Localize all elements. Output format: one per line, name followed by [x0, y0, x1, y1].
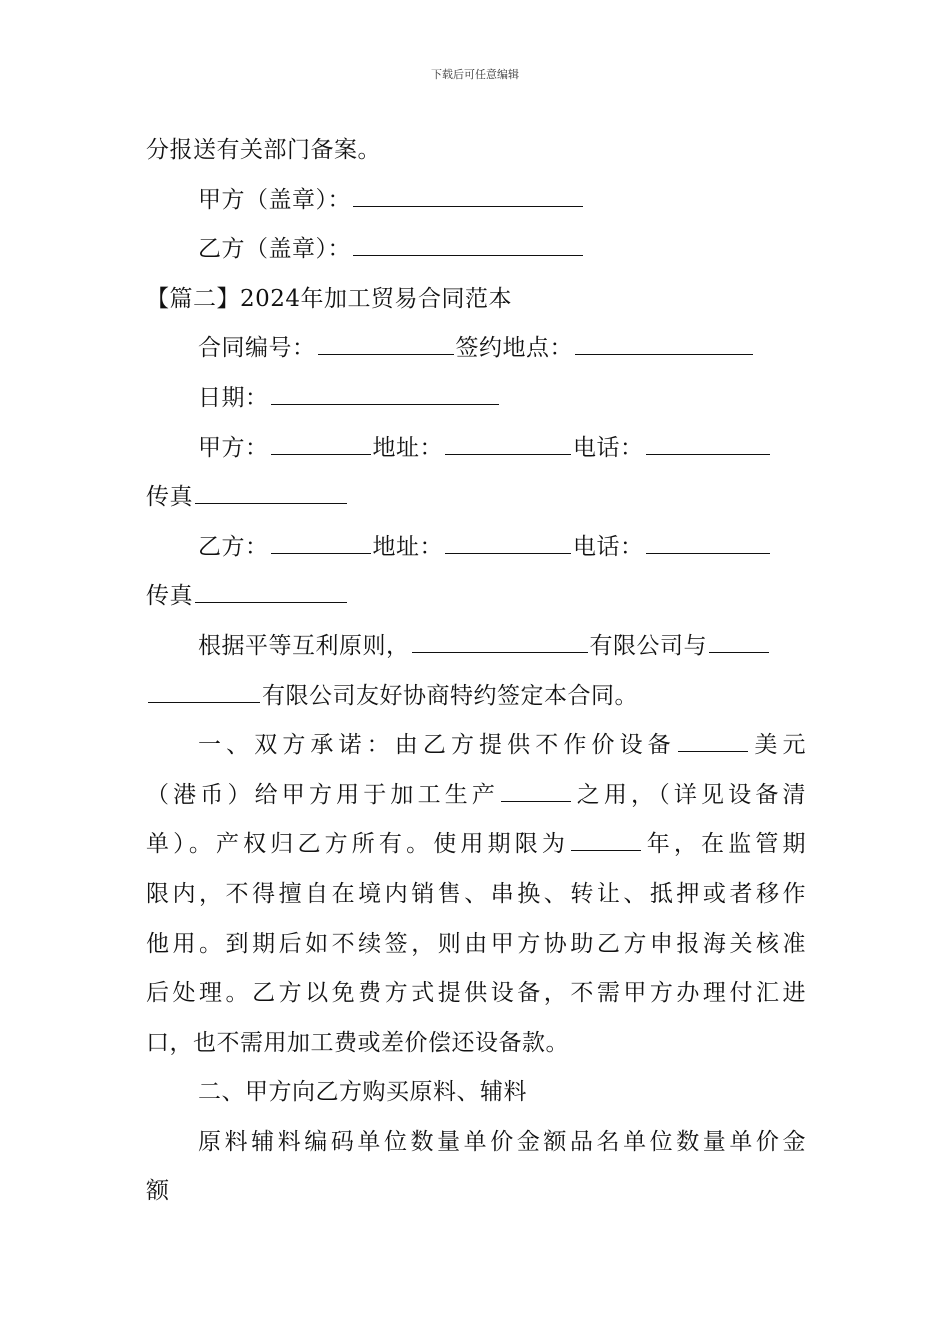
text-segment: 后处理。乙方以免费方式提供设备，不需甲方办理付汇进: [146, 980, 806, 1007]
text-line: [146, 275, 806, 325]
fill-in-blank: [412, 651, 588, 653]
text-line: [146, 126, 806, 176]
text-segment: 口，也不需用加工费或差价偿还设备款。: [146, 1029, 569, 1056]
text-segment: 地址：: [372, 533, 443, 560]
fill-in-blank: [575, 353, 753, 355]
text-segment: 甲方（盖章）：: [198, 186, 351, 213]
text-segment: 日期：: [198, 384, 269, 411]
text-segment: 签约地点：: [455, 335, 573, 362]
text-segment: 电话：: [573, 434, 644, 461]
text-segment: 限内，不得擅自在境内销售、串换、转让、抵押或者移作: [146, 880, 806, 907]
fill-in-blank: [271, 403, 499, 405]
text-segment: 电话：: [573, 533, 644, 560]
text-line: [146, 622, 806, 672]
text-segment: 原料辅料编码单位数量单价金额品名单位数量单价金: [198, 1128, 806, 1155]
text-segment: 单）。产权归乙方所有。使用期限为: [146, 831, 570, 858]
fill-in-blank: [195, 601, 347, 603]
text-line: [146, 473, 806, 523]
fill-in-blank: [148, 701, 260, 703]
text-line: [146, 1019, 806, 1069]
text-segment: 二、甲方向乙方购买原料、辅料: [198, 1079, 527, 1106]
text-line: [146, 771, 806, 821]
text-segment: 之用，（详见设备清: [573, 781, 807, 808]
text-segment: 传真: [146, 484, 193, 511]
text-line: [146, 572, 806, 622]
text-line: [146, 672, 806, 722]
text-segment: 分报送有关部门备案。: [146, 137, 381, 163]
text-segment: 年，在监管期: [643, 831, 807, 858]
text-line: [146, 1068, 806, 1118]
text-segment: 有限公司与: [589, 632, 707, 659]
fill-in-blank: [318, 353, 454, 355]
fill-in-blank: [445, 552, 571, 554]
fill-in-blank: [571, 849, 641, 851]
fill-in-blank: [353, 254, 583, 256]
fill-in-blank: [353, 205, 583, 207]
text-line: [146, 870, 806, 920]
fill-in-blank: [271, 552, 371, 554]
text-segment: 甲方：: [198, 434, 269, 461]
text-line: [146, 374, 806, 424]
text-segment: 根据平等互利原则，: [198, 632, 410, 659]
document-body: [146, 126, 806, 1217]
header-note: 下载后可任意编辑: [431, 68, 519, 81]
text-segment: （港币）给甲方用于加工生产: [146, 781, 500, 808]
fill-in-blank: [501, 800, 571, 802]
fill-in-blank: [678, 750, 748, 752]
text-line: [146, 1118, 806, 1168]
text-segment: 传真: [146, 583, 193, 610]
text-segment: 【篇二】2024年加工贸易合同范本: [146, 285, 513, 312]
text-line: [146, 721, 806, 771]
fill-in-blank: [709, 651, 769, 653]
text-line: [146, 424, 806, 474]
text-segment: 他用。到期后如不续签，则由甲方协助乙方申报海关核准: [146, 930, 806, 957]
text-line: [146, 523, 806, 573]
fill-in-blank: [445, 453, 571, 455]
text-segment: 额: [146, 1178, 170, 1205]
fill-in-blank: [195, 502, 347, 504]
text-line: [146, 1167, 806, 1217]
fill-in-blank: [646, 552, 770, 554]
text-line: [146, 225, 806, 275]
text-segment: 一、双方承诺：由乙方提供不作价设备: [198, 732, 676, 759]
text-segment: 美元: [749, 732, 807, 759]
text-line: [146, 969, 806, 1019]
text-line: [146, 920, 806, 970]
text-segment: 地址：: [372, 434, 443, 461]
fill-in-blank: [271, 453, 371, 455]
fill-in-blank: [646, 453, 770, 455]
text-line: [146, 176, 806, 226]
text-segment: 有限公司友好协商特约签定本合同。: [262, 682, 638, 709]
text-segment: 合同编号：: [198, 335, 316, 362]
text-segment: 乙方：: [198, 533, 269, 560]
text-line: [146, 324, 806, 374]
text-segment: 乙方（盖章）：: [198, 236, 351, 263]
text-line: [146, 820, 806, 870]
